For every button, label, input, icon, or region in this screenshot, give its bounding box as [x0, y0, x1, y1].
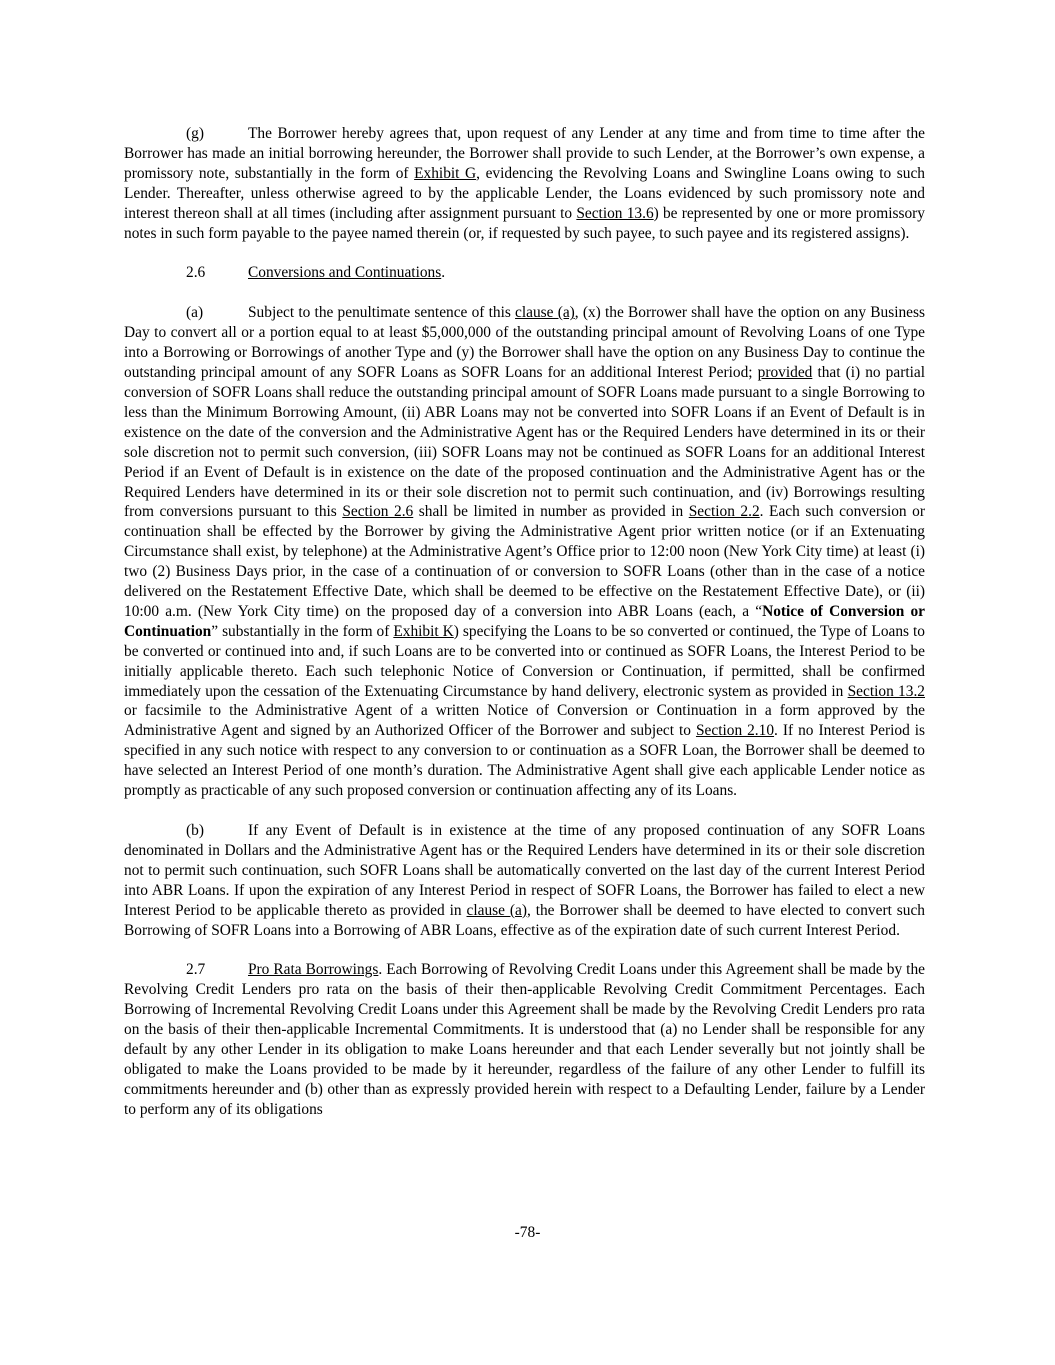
paragraph-g-text-1: The Borrower hereby agrees that, upon request of any Lender at any time and from time to time after the Borrower has made an initial borrowing hereunder, the Borrower shall provide to such Lender, at the Borrower’s own expense, a promissory note, substantially in the form of [124, 125, 925, 182]
section-number-2-7: 2.7 [186, 961, 206, 979]
paragraph-a-text-7: ) specifying the Loans to be so converted or continued, the Type of Loans to be converted or continued into and, if such Loans are to be converted into or continued as SOFR Loans, the Interest Period to be initially applicable thereto. Each such telephonic Notice of Conversion or Continuation, if permitted, shall be confirmed immediately upon the cessation of the Extenuating Circumstance by hand delivery, electronic system as provided in [124, 622, 925, 700]
paragraph-a-text-4: shall be limited in number as provided in [413, 503, 689, 521]
clause-a-reference-2: clause (a) [466, 901, 527, 919]
section-2-2-reference: Section 2.2 [688, 503, 760, 521]
page-number: -78- [514, 1224, 541, 1241]
section-13-2-reference: Section 13.2 [847, 682, 925, 700]
paragraph-a-text-1: Subject to the penultimate sentence of this [248, 304, 516, 322]
clause-label-g: (g) [186, 125, 204, 142]
paragraph-a-text-3: that (i) no partial conversion of SOFR Loans shall reduce the outstanding principal amount of SOFR Loans made pursuant to a single Borrowing to less than the Minimum Borrowing Amount, (ii) ABR Loans may not be converted into SOFR Loans if an Event of Default is in existence on the date of the conversion and the Administrative Agent has or the Required Lenders have determined in its or their sole discretion not to permit such conversion, (iii) SOFR Loans may not be continued as SOFR Loans for an additional Interest Period if an Event of Default is in existence on the date of the proposed continuation and the Administrative Agent has or the Required Lenders have determined in its or their sole discretion not to permit such continuation, and (iv) Borrowings resulting from conversions pursuant to this [124, 364, 925, 521]
section-title-2-6-end: . [441, 264, 446, 282]
section-2-6-heading [124, 263, 925, 283]
paragraph-a-text-9: . If no Interest Period is specified in any such notice with respect to any conversion to or continuation as a SOFR Loan, the Borrower shall be deemed to have selected an Interest Period of one month’s duration. The Administrative Agent shall give each applicable Lender notice as promptly as practicable of any such proposed conversion or continuation affecting any of its Loans. [124, 722, 925, 800]
section-number-2-6: 2.6 [186, 264, 206, 282]
paragraph-g-text-2: , evidencing the Revolving Loans and Swingline Loans owing to such Lender. Thereafter, unless otherwise agreed to by the applicable Lender, the Loans evidenced by such promissory note and interest thereon shall at all times (including after assignment pursuant to [124, 164, 925, 222]
paragraph-b [124, 821, 925, 940]
paragraph-g-text-3: ) be represented by one or more promissory notes in such form payable to the payee named therein (or, if requested by such payee, to such payee and its registered assigns). [124, 204, 925, 242]
paragraph-a-text-5: . Each such conversion or continuation shall be effected by the Borrower by giving the Administrative Agent prior written notice (or if an Extenuating Circumstance shall exist, by telephone) at the Administrative Agent’s Office prior to 12:00 noon (New York City time) at least (i) two (2) Business Days prior, in the case of a continuation of or conversion to SOFR Loans (other than in the case of a notice delivered on the Restatement Effective Date, which shall be deemed to be effective on the Restatement Effective Date), or (ii) 10:00 a.m. (New York City time) on the proposed day of a conversion into ABR Loans (each, a “ [124, 503, 925, 620]
section-title-2-6: Conversions and Continuations [248, 264, 442, 282]
paragraph-b-text-1: If any Event of Default is in existence at the time of any proposed continuation of any SOFR Loans denominated in Dollars and the Administrative Agent has or the Required Lenders have determined in its or their sole discretion not to permit such continuation, such SOFR Loans shall be automatically converted on the last day of the current Interest Period into ABR Loans. If upon the expiration of any Interest Period in respect of SOFR Loans, the Borrower has failed to elect a new Interest Period to be applicable thereto as provided in [124, 822, 925, 919]
paragraph-a-text-2: , (x) the Borrower shall have the option on any Business Day to convert all or a portion equal to at least $5,000,000 of the outstanding principal amount of Revolving Loans of one Type into a Borrowing or Borrowings of another Type and (y) the Borrower shall have the option on any Business Day to continue the outstanding principal amount of any SOFR Loans as SOFR Loans for an additional Interest Period; [124, 304, 925, 382]
defined-term-notice-of-conversion: Notice of Conversion or Continuation [124, 602, 926, 640]
clause-a-reference: clause (a) [515, 304, 575, 322]
section-2-7-text: . Each Borrowing of Revolving Credit Loans under this Agreement shall be made by the Revolving Credit Lenders pro rata on the basis of their then-applicable Revolving Credit Commitment Percentages. Each Borrowing of Incremental Revolving Credit Loans under this Agreement shall be made by the Revolving Credit Lenders pro rata on the basis of their then-applicable Incremental Commitments. It is understood that (a) no Lender shall be responsible for any default by any other Lender in its obligation to make Loans hereunder and that each Lender severally but not jointly shall be obligated to make the Loans provided to be made by it hereunder, regardless of the failure of any other Lender to fulfill its commitments hereunder and (b) other than as expressly provided herein with respect to a Defaulting Lender, failure by a Lender to perform any of its obligations [124, 961, 925, 1118]
document-page [124, 124, 925, 1140]
section-2-6-reference: Section 2.6 [342, 503, 414, 521]
exhibit-g-reference: Exhibit G [414, 164, 477, 182]
paragraph-b-text-2: , the Borrower shall be deemed to have elected to convert such Borrowing of SOFR Loans into a Borrowing of ABR Loans, effective as of the expiration date of such current Interest Period. [124, 901, 925, 939]
section-title-2-7: Pro Rata Borrowings [248, 961, 379, 979]
clause-label-b: (b) [186, 822, 204, 839]
paragraph-a [124, 303, 925, 801]
clause-label-a: (a) [186, 304, 204, 322]
section-2-7 [124, 960, 925, 1119]
section-13-6-reference: Section 13.6 [576, 204, 654, 222]
section-2-10-reference: Section 2.10 [695, 722, 775, 740]
paragraph-g [124, 124, 925, 243]
paragraph-a-text-6: ” substantially in the form of [211, 622, 394, 640]
exhibit-k-reference: Exhibit K [393, 622, 454, 640]
provided-term: provided [757, 364, 813, 382]
paragraph-a-text-8: or facsimile to the Administrative Agent of a written Notice of Conversion or Continuation in a form approved by the Administrative Agent and signed by an Authorized Officer of the Borrower and subject to [124, 702, 925, 740]
